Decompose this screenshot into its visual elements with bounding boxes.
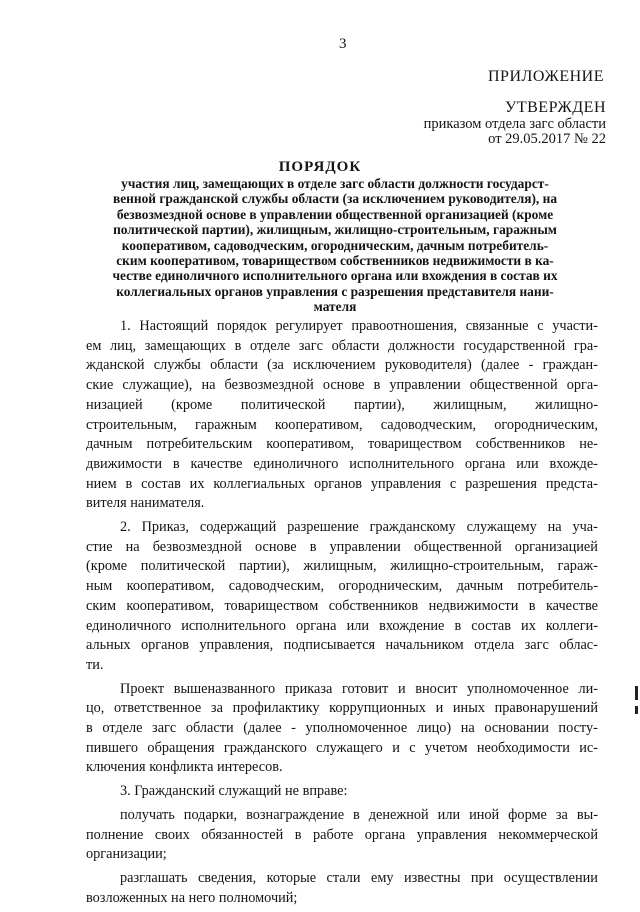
page-number: 3 (339, 36, 347, 52)
text-line: ным кооперативом, садоводческим, огородническим, дачным потребитель- (86, 578, 598, 595)
scan-mark (635, 706, 638, 714)
subtitle-line: безвозмездной основе в управлении общественной организацией (кроме (116, 206, 554, 222)
text-line: цо, ответственное за профилактику коррупционных и иных правонарушений (86, 700, 598, 717)
text-line: нием в состав их коллегиальных органов управления с разрешения предста- (86, 475, 598, 492)
text-line: (кроме политической партии), жилищным, жилищно-строительным, гараж- (86, 558, 598, 575)
text-line: стие на безвозмездной основе в управлении общественной организацией (86, 538, 598, 555)
text-line: возложенных на него полномочий; (86, 889, 298, 906)
text-line: ским кооперативом, товариществом собственников недвижимости в качестве (86, 597, 598, 614)
subtitle-line: мателя (313, 299, 357, 315)
text-line: ключения конфликта интересов. (86, 759, 283, 776)
text-line: единоличного исполнительного органа или вхождение в состав их коллеги- (86, 617, 598, 634)
paragraph (86, 806, 598, 865)
paragraph (86, 782, 598, 802)
subtitle-line: венной гражданской службы области (за исключением руководителя), на (112, 191, 558, 207)
text-line: строительным, гаражным кооперативом, садоводческим, огородническим, (86, 416, 598, 433)
paragraph (86, 518, 598, 676)
text-line: ские служащие), на безвозмездной основе в управлении общественной орга- (86, 377, 598, 394)
subtitle-line: политической партии), жилищным, жилищно-строительным, гаражным (113, 222, 557, 238)
text-line: низацией (кроме политической партии), жилищным, жилищно- (86, 396, 598, 413)
paragraph (86, 869, 598, 908)
text-line: получать подарки, вознаграждение в денежной или иной форме за вы- (120, 806, 598, 823)
text-line: альных органов управления, подписывается начальником отдела загс облас- (86, 637, 598, 654)
paragraph (86, 317, 598, 514)
subtitle-line: честве единоличного исполнительного органа или вхождения в состав их (112, 268, 558, 284)
text-line: дачным потребительским кооперативом, товариществом собственников не- (86, 436, 598, 453)
approval-line: от 29.05.2017 № 22 (488, 131, 606, 147)
text-line: Проект вышеназванного приказа готовит и вносит уполномоченное ли- (120, 680, 598, 697)
text-line: пившего обращения гражданского служащего и с учетом необходимости ис- (86, 739, 598, 756)
text-line: жданской службы области (за исключением руководителя) (далее - граждан- (86, 357, 598, 374)
text-line: ем лиц, замещающих в отделе загс области должности государственной гра- (86, 337, 598, 354)
text-line: в отделе загс области (далее - уполномоченное лицо) на основании посту- (86, 720, 598, 737)
approval-block (424, 99, 606, 147)
paragraph (86, 680, 598, 779)
subtitle-line: ским кооперативом, товариществом собственников недвижимости в ка- (116, 253, 554, 269)
text-line: вителя нанимателя. (86, 495, 205, 512)
subtitle-line: участия лиц, замещающих в отделе загс области должности государст- (121, 176, 549, 191)
text-line: ти. (86, 656, 104, 673)
appendix-label: ПРИЛОЖЕНИЕ (487, 68, 604, 85)
text-line: 2. Приказ, содержащий разрешение гражданскому служащему на уча- (120, 519, 598, 536)
subtitle-line: коллегиальных органов управления с разрешения представителя нани- (116, 283, 554, 299)
text-line: движимости в качестве единоличного исполнительного органа или вхожде- (86, 455, 598, 472)
text-line: 3. Гражданский служащий не вправе: (120, 783, 348, 800)
scan-mark (635, 686, 638, 700)
text-line: разглашать сведения, которые стали ему известны при осуществлении (120, 869, 598, 886)
document-body (86, 317, 598, 912)
text-line: организации; (86, 846, 167, 863)
approval-title: УТВЕРЖДЕН (505, 99, 606, 116)
text-line: полнение своих обязанностей в работе органа управления некоммерческой (86, 826, 598, 843)
document-subtitle (60, 176, 610, 315)
approval-line: приказом отдела загс области (423, 116, 606, 132)
document-title: ПОРЯДОК (278, 159, 362, 175)
subtitle-line: кооперативом, садоводческим, огородническим, дачным потребитель- (121, 237, 549, 253)
text-line: 1. Настоящий порядок регулирует правоотношения, связанные с участи- (120, 318, 598, 334)
